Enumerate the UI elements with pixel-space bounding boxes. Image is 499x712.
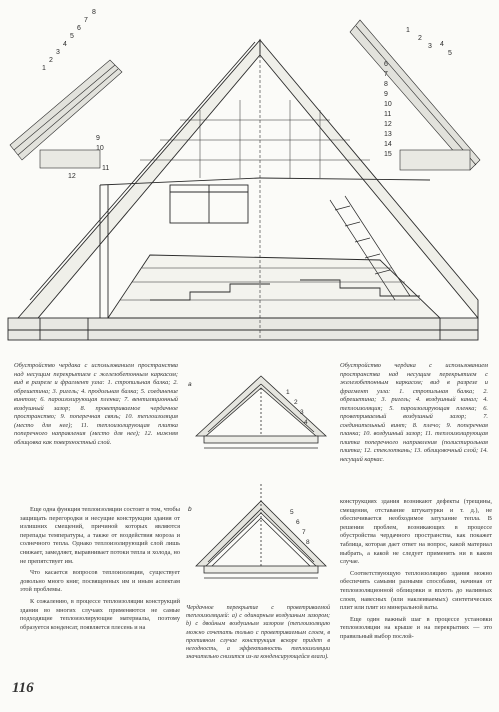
fig-left-num-9: 9 — [96, 135, 100, 142]
fig-mid-num-4: 4 — [304, 419, 308, 426]
body-right-paragraph-1: конструкциях здания возникают дефекты (трещины, смещения, отставание штукатурки и т. д.), не обеспечивается необходимое затухание тепла. В решении проблем, возникающих в процессе обустройства чердачного пространства, как покажет таблица, которая дает ответ на вопрос, какой материал выбрать, а какой не следует применять ни в каком случае. — [340, 498, 492, 566]
body-column-right — [340, 498, 492, 645]
fig-mid-num-3: 3 — [300, 409, 304, 416]
fig-right-num-9: 9 — [384, 91, 388, 98]
caption-middle: Чердачное перекрытие с проветриваемой теплоизоляцией: а) с одинарным воздушным зазором; b) с двойным воздушным зазором (теплоизоляцию можно сочетать только с проветриваемым слоем, в противном случае конструкция вскоре придет в негодность, а эффективность теплоизоляции значительно снизится из-за конденсирующейся влаги). — [186, 605, 330, 661]
fig-left-num-4: 4 — [63, 41, 67, 48]
caption-right: Обустройство чердака с использованием пространства над несущим перекрытием с железобетонным каркасом; вид в разрезе и фрагмент узла: 1. стропильная балка; 2. обрешетина; 3. ригель; 4. воздушный канал; 4. теплоизоляция; 5. пароизолирующая пленка; 6. проветриваемый воздушный зазор; 7. соединительный винт; 8. плечо; 9. поперечная планка; 10. воздушный зазор; 11. теплоизолирующая плитка поперечного направления (полистирольная плитка; 12. стеклоткань; 13. облицовочный слой; 14. несущий каркас. — [340, 362, 488, 463]
body-right-paragraph-2: Соответствующую теплоизоляцию здания можно обеспечить самыми разными способами, начиная от теплоизоляционной облицовки и вплоть до наливных слоев, навесных (или наклеиваемых) синтетических плит или плит из минеральной ваты. — [340, 569, 492, 612]
fig-right-num-4: 4 — [440, 41, 444, 48]
fig-right-num-13: 13 — [384, 131, 392, 138]
fig-left-num-2: 2 — [49, 57, 53, 64]
fig-left-num-11: 11 — [102, 165, 110, 172]
fig-mid-num-8: 8 — [306, 539, 310, 546]
fig-right-num-8: 8 — [384, 81, 388, 88]
body-column-left — [20, 506, 180, 635]
fig-right-num-5: 5 — [448, 50, 452, 57]
fig-left-num-6: 6 — [77, 25, 81, 32]
body-left-paragraph-1: Еще одна функция теплоизоляции состоит в том, чтобы защищать перегородки и несущие конструкции здания от излишних смещений, причиной которых являются перепады температуры, а также от воздействия мороза и солнечного тепла. Однако теплоизолирующий слой лишь снижает, замедляет, выравнивает потоки тепла и холода, но не препятствует им. — [20, 506, 180, 565]
body-left-paragraph-2: Что касается вопросов теплоизоляции, существует довольно много книг, посвященных им и иным аспектам этой проблемы. — [20, 569, 180, 594]
fig-right-num-2: 2 — [418, 35, 422, 42]
body-left-paragraph-3: К сожалению, в процессе теплоизоляции конструкций здания во многих случаях применяются не самые подходящие теплоизолирующие материалы, поэтому образуется конденсат, появляется плесень и на — [20, 597, 180, 631]
fig-mid-num-5: 5 — [290, 509, 294, 516]
page-number: 116 — [12, 680, 34, 696]
fig-right-num-12: 12 — [384, 121, 392, 128]
fig-mid-num-1: 1 — [286, 389, 290, 396]
fig-right-num-7: 7 — [384, 71, 388, 78]
fig-mid-num-6: 6 — [296, 519, 300, 526]
fig-right-num-15: 15 — [384, 151, 392, 158]
fig-mid-num-2: 2 — [294, 399, 298, 406]
fig-right-num-14: 14 — [384, 141, 392, 148]
fig-left-num-7: 7 — [84, 17, 88, 24]
fig-left-num-3: 3 — [56, 49, 60, 56]
fig-right-num-3: 3 — [428, 43, 432, 50]
fig-mid-letter-a: a — [188, 381, 192, 388]
fig-right-num-1: 1 — [406, 27, 410, 34]
fig-left-num-5: 5 — [70, 33, 74, 40]
fig-right-num-6: 6 — [384, 61, 388, 68]
fig-left-num-1: 1 — [42, 65, 46, 72]
roof-ventilation-diagrams — [186, 366, 336, 591]
fig-mid-letter-b: b — [188, 506, 192, 513]
body-right-paragraph-3: Еще один важный шаг в процессе установки теплоизоляции на крыше и на перекрытиях — это правильный выбор послой- — [340, 615, 492, 640]
fig-left-num-12: 12 — [68, 173, 76, 180]
fig-mid-num-7: 7 — [302, 529, 306, 536]
fig-left-num-10: 10 — [96, 145, 104, 152]
fig-left-num-8: 8 — [92, 9, 96, 16]
fig-right-num-11: 11 — [384, 111, 392, 118]
fig-right-num-10: 10 — [384, 101, 392, 108]
caption-left: Обустройство чердака с использованием пространства над несущим перекрытием с железобетонным каркасом; вид в разрезе и фрагмент узла: 1. стропильная балка; 2. обрешетина; 3. ригель; 4. продольная балка; 5. соединение винтом; 6. пароизолирующая пленка; 7. вентиляционный воздушный зазор; 8. проветриваемое чердачное пространство; 9. поперечная связь; 10. теплоизоляция (место для нее); 11. теплоизолирующая плитка поперечного направления (место для нее); 12. нижняя облицовка как поверхностный слой. — [14, 362, 178, 446]
